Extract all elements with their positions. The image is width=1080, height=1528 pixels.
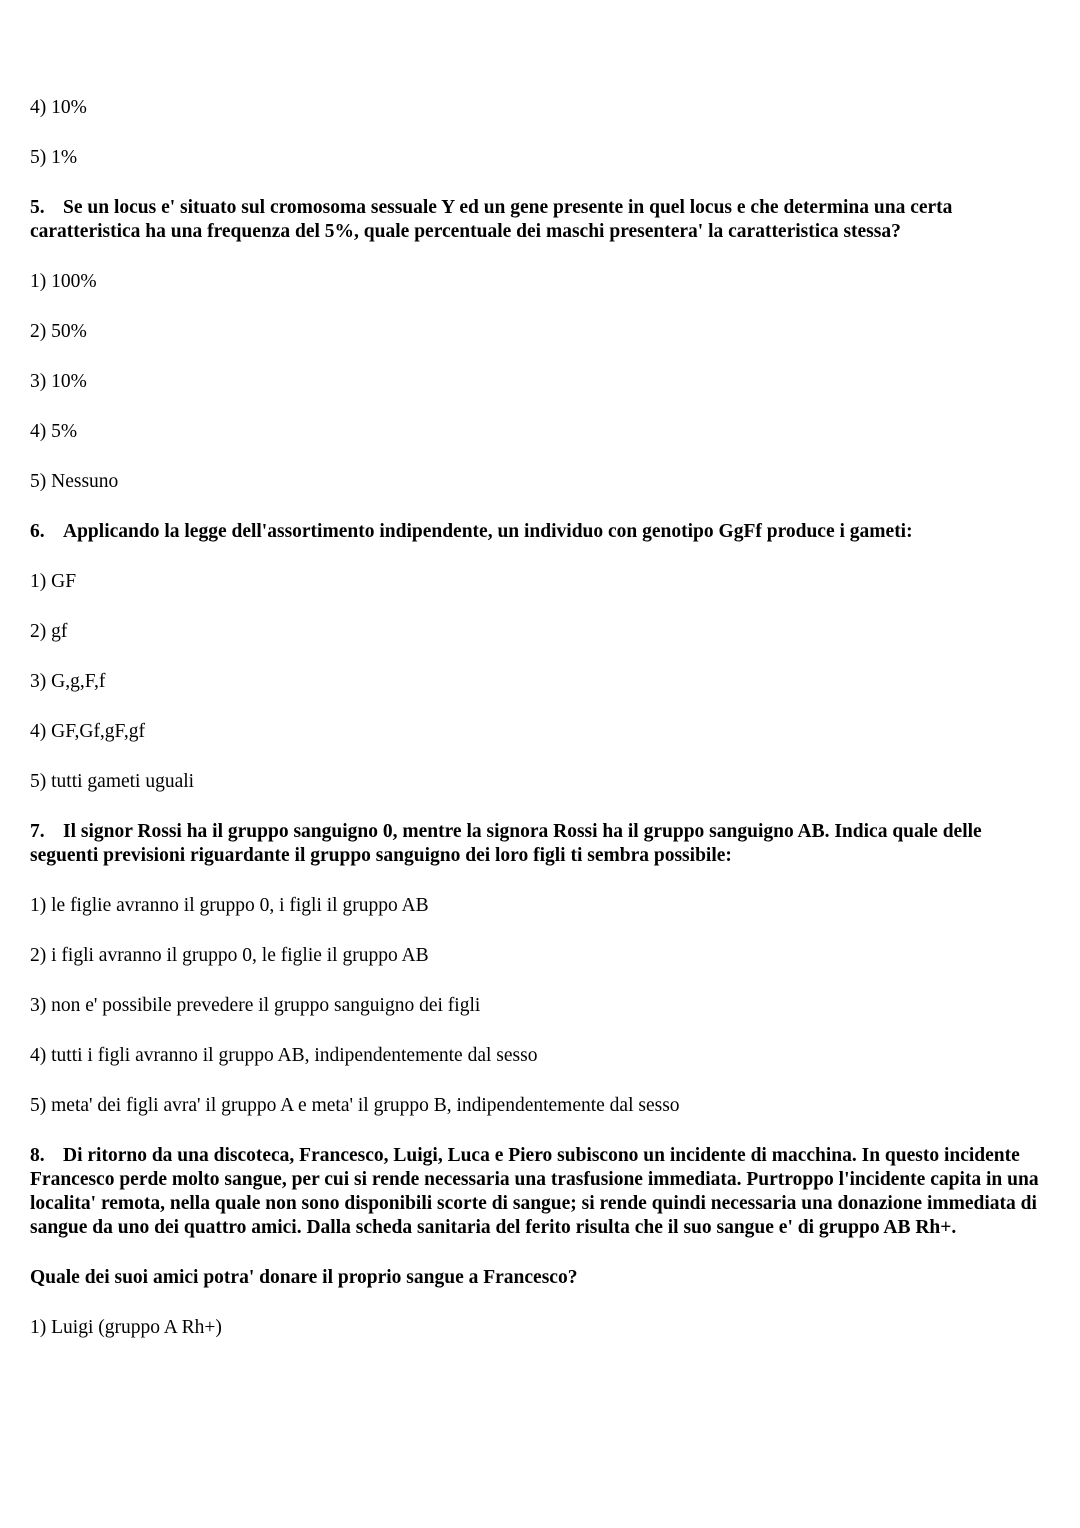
q7-option-1: 1) le figlie avranno il gruppo 0, i figli il gruppo AB xyxy=(30,895,429,916)
q6-option-2: 2) gf xyxy=(30,621,68,642)
question-6 xyxy=(30,520,1050,544)
q5-option-2: 2) 50% xyxy=(30,321,87,342)
question-number: 6. xyxy=(30,521,45,542)
q6-option-3: 3) G,g,F,f xyxy=(30,671,106,692)
question-text: Applicando la legge dell'assortimento indipendente, un individuo con genotipo GgFf produce i gameti: xyxy=(63,521,913,542)
q8-option-1: 1) Luigi (gruppo A Rh+) xyxy=(30,1317,222,1338)
question-7 xyxy=(30,820,1050,868)
question-8 xyxy=(30,1144,1050,1240)
option-4-prev-question: 4) 10% xyxy=(30,97,87,118)
q6-option-4: 4) GF,Gf,gF,gf xyxy=(30,721,145,742)
document-page xyxy=(30,96,1050,1366)
question-text: Di ritorno da una discoteca, Francesco, Luigi, Luca e Piero subiscono un incidente di macchina. In questo incidente Francesco perde molto sangue, per cui si rende necessaria una trasfusione immediata. Purtroppo l'incidente capita in una localita' remota, nella quale non sono disponibili scorte di sangue; si rende quindi necessaria una donazione immediata di sangue da uno dei quattro amici. Dalla scheda sanitaria del ferito risulta che il suo sangue e' di gruppo AB Rh+. xyxy=(30,1145,1039,1238)
q6-option-1: 1) GF xyxy=(30,571,77,592)
question-number: 7. xyxy=(30,821,45,842)
q5-option-4: 4) 5% xyxy=(30,421,78,442)
q7-option-3: 3) non e' possibile prevedere il gruppo sanguigno dei figli xyxy=(30,995,481,1016)
q7-option-2: 2) i figli avranno il gruppo 0, le figlie il gruppo AB xyxy=(30,945,429,966)
question-text: Se un locus e' situato sul cromosoma sessuale Y ed un gene presente in quel locus e che determina una certa caratteristica ha una frequenza del 5%, quale percentuale dei maschi presentera' la caratteristica stessa? xyxy=(30,197,953,242)
q5-option-5: 5) Nessuno xyxy=(30,471,119,492)
q6-option-5: 5) tutti gameti uguali xyxy=(30,771,195,792)
question-number: 8. xyxy=(30,1145,45,1166)
question-8-subtext: Quale dei suoi amici potra' donare il proprio sangue a Francesco? xyxy=(30,1267,578,1288)
q5-option-1: 1) 100% xyxy=(30,271,97,292)
question-5 xyxy=(30,196,1050,244)
question-number: 5. xyxy=(30,197,45,218)
question-text: Il signor Rossi ha il gruppo sanguigno 0, mentre la signora Rossi ha il gruppo sanguigno AB. Indica quale delle seguenti previsioni riguardante il gruppo sanguigno dei loro figli ti sembra possibile: xyxy=(30,821,982,866)
q7-option-5: 5) meta' dei figli avra' il gruppo A e meta' il gruppo B, indipendentemente dal sesso xyxy=(30,1095,680,1116)
option-5-prev-question: 5) 1% xyxy=(30,147,78,168)
q5-option-3: 3) 10% xyxy=(30,371,87,392)
q7-option-4: 4) tutti i figli avranno il gruppo AB, indipendentemente dal sesso xyxy=(30,1045,538,1066)
